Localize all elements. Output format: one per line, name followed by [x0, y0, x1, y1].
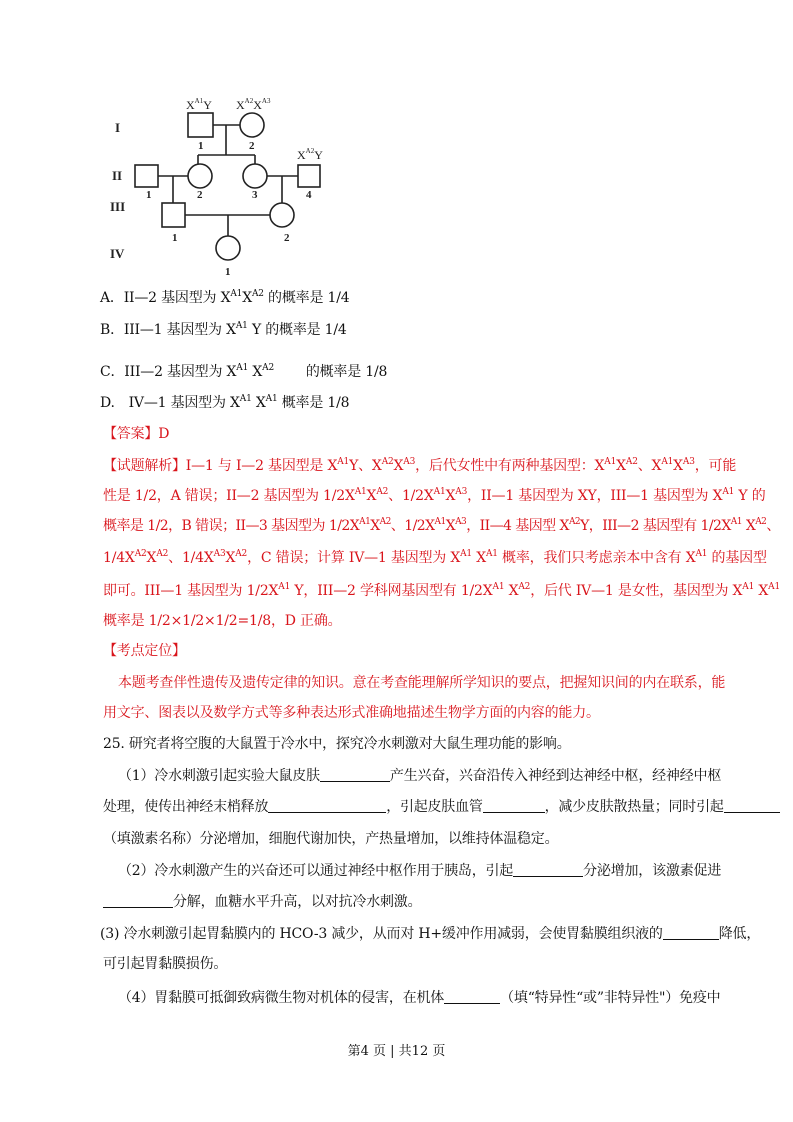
number-III-2: 2 [284, 232, 290, 244]
text-segment: X [471, 550, 486, 566]
number-I-2: 2 [249, 140, 255, 152]
text-segment: （填“特异性“或”非特异性"）免疫中 [500, 990, 721, 1006]
question-line [103, 735, 571, 753]
male-II-1 [135, 165, 158, 187]
text-segment: X [616, 458, 626, 474]
text-segment: 分解，血糖水平升高，以对抗冷水刺激。 [173, 894, 422, 910]
individual-numbers [146, 140, 312, 278]
text-segment: (3) 冷水刺激引起胃黏膜内的 HCO-3 减少，从而对 H+缓冲作用减弱，会使胃黏膜组织液的 [100, 926, 663, 942]
text-segment: 本题考查伴性遗传及遗传定律的知识。意在考查能理解所学知识的要点，把握知识间的内在联系，能 [118, 675, 726, 691]
text-segment: X [445, 488, 456, 504]
text-segment: X [504, 583, 519, 599]
text-segment: X [741, 518, 756, 534]
answer-blank [320, 767, 390, 782]
answer-blank [103, 893, 173, 908]
text-segment: 、X [637, 458, 662, 474]
allele-superscript: A2 [755, 517, 767, 527]
allele-superscript: A1 [492, 582, 505, 592]
text-segment: 【考点定位】 [103, 643, 186, 659]
allele-superscript: A3 [682, 457, 695, 467]
text-segment: 、1/2X [388, 488, 434, 504]
allele-superscript: A2 [235, 549, 248, 559]
allele-superscript: A2 [251, 289, 264, 299]
analysis-line [103, 612, 341, 630]
text-segment: Y 的概率是 1/4 [247, 322, 347, 338]
question-line [103, 955, 227, 973]
allele-superscript: A2 [134, 549, 147, 559]
female-III-2 [270, 203, 294, 227]
answer-blank [663, 925, 719, 940]
pedigree-chart [100, 85, 350, 285]
number-II-4: 4 [306, 189, 312, 201]
text-segment: Y、X [349, 458, 382, 474]
text-segment: X [146, 550, 157, 566]
question-line [103, 893, 421, 911]
gen-label-3: III [110, 199, 126, 214]
text-segment: X [673, 458, 683, 474]
text-segment: 用文字、图表以及数学方式等多种表达形式准确地描述生物学方面的内容的能力。 [103, 705, 600, 721]
answer-option [100, 289, 349, 307]
text-segment: ，II—1 基因型为 XY，III—1 基因型为 X [467, 488, 723, 504]
male-II-4 [298, 165, 320, 187]
allele-superscript: A1 [661, 457, 674, 467]
allele-superscript: A1 [604, 457, 617, 467]
text-segment: X [225, 550, 236, 566]
text-segment: 即可。III—1 基因型为 1/2X [103, 583, 279, 599]
number-IV-1: 1 [225, 266, 231, 278]
answer-blank [513, 862, 583, 877]
key-point-line [118, 674, 725, 692]
question-line [100, 925, 760, 943]
female-II-3 [243, 164, 267, 188]
text-segment: 分泌增加，该激素促进 [583, 863, 722, 879]
allele-superscript: A1 [278, 582, 291, 592]
text-segment: X [370, 518, 380, 534]
question-line [118, 767, 721, 785]
allele-superscript: A1 [354, 487, 367, 497]
generation-labels [110, 120, 125, 261]
text-segment: 的概率是 1/8 [273, 364, 388, 380]
text-segment: 性是 1/2，A 错误；II—2 基因型为 1/2X [103, 488, 355, 504]
answer-blank [268, 798, 386, 813]
answer-line [103, 425, 169, 443]
genotype-II-4: $X^{A2}Y$ [297, 147, 323, 162]
text-segment: A．II—2 基因型为 X [100, 290, 231, 306]
text-segment: 产生兴奋，兴奋沿传入神经到达神经中枢，经神经中枢 [389, 768, 722, 784]
answer-option [100, 321, 347, 339]
allele-superscript: A1 [433, 487, 446, 497]
analysis-line [103, 457, 736, 475]
text-segment: 【答案】D [103, 426, 170, 442]
text-segment: 的基因型 [707, 550, 767, 566]
allele-superscript: A1 [239, 394, 252, 404]
text-segment: Y，III—2 基因型有 1/2X [580, 518, 731, 534]
text-segment: 的概率是 1/4 [263, 290, 350, 306]
male-III-1 [162, 203, 185, 227]
answer-blank [724, 798, 780, 813]
answer-option [100, 363, 387, 381]
allele-superscript: A2 [625, 457, 638, 467]
allele-superscript: A1 [722, 487, 735, 497]
allele-superscript: A2 [518, 582, 531, 592]
allele-superscript: A1 [730, 517, 742, 527]
text-segment: （4）胃黏膜可抵御致病微生物对机体的侵害，在机体 [118, 990, 445, 1006]
number-I-1: 1 [198, 140, 204, 152]
analysis-line [103, 549, 767, 567]
text-segment: 、 [766, 518, 780, 534]
text-segment: 概率是 1/2，B 错误；II—3 基因型为 1/2X [103, 518, 360, 534]
text-segment: （1）冷水刺激引起实验大鼠皮肤 [118, 768, 320, 784]
text-segment: 概率是 1/8 [277, 395, 350, 411]
text-segment: 、1/4X [168, 550, 214, 566]
question-line [103, 798, 780, 816]
allele-superscript: A1 [434, 517, 446, 527]
allele-superscript: A2 [379, 517, 391, 527]
lines-I [198, 125, 255, 164]
gen-label-4: IV [110, 246, 125, 261]
male-I-1 [188, 113, 213, 137]
text-segment: 概率，我们只考虑亲本中含有 X [497, 550, 696, 566]
number-III-1: 1 [172, 232, 178, 244]
text-segment: ，可能 [694, 458, 737, 474]
allele-superscript: A3 [213, 549, 226, 559]
female-I-2 [240, 113, 264, 137]
text-segment: ，C 错误；计算 IV—1 基因型为 X [247, 550, 461, 566]
text-segment: ，后代 IV—1 是女性，基因型为 X [530, 583, 743, 599]
lines-III [185, 215, 270, 236]
question-line [103, 830, 558, 848]
number-II-2: 2 [197, 189, 203, 201]
text-segment: X [242, 290, 252, 306]
allele-superscript: A1 [235, 321, 248, 331]
allele-superscript: A2 [381, 457, 394, 467]
text-segment: X [248, 364, 263, 380]
page-footer: 第4 页 | 共12 页 [347, 1044, 446, 1059]
answer-option [100, 394, 349, 412]
allele-superscript: A1 [485, 549, 498, 559]
text-segment: D. IV—1 基因型为 X [100, 395, 240, 411]
text-segment: ，II—4 基因型 X [466, 518, 569, 534]
text-segment: X [393, 458, 404, 474]
text-segment: C．III—2 基因型为 X [100, 364, 237, 380]
text-segment: X [754, 583, 769, 599]
genotype-I-2: $X^{A2}X^{A3}$ [236, 97, 271, 112]
female-IV-1 [216, 236, 240, 260]
allele-superscript: A3 [403, 457, 416, 467]
allele-superscript: A2 [568, 517, 581, 527]
genotype-I-1: $X^{A1}Y$ [186, 97, 212, 112]
genotype-labels [186, 97, 323, 162]
text-segment: 处理，使传出神经末梢释放 [103, 799, 269, 815]
text-segment: 降低， [718, 926, 761, 942]
answer-blank [483, 798, 545, 813]
allele-superscript: A1 [359, 517, 371, 527]
key-point-line [103, 642, 186, 660]
female-II-2 [188, 164, 212, 188]
text-segment: 25. 研究者将空腹的大鼠置于冷水中，探究冷水刺激对大鼠生理功能的影响。 [103, 736, 571, 752]
allele-superscript: A1 [337, 457, 350, 467]
lines-II [158, 176, 298, 203]
text-segment: X [251, 395, 266, 411]
allele-superscript: A1 [230, 289, 243, 299]
text-segment: （2）冷水刺激产生的兴奋还可以通过神经中枢作用于胰岛，引起 [118, 863, 514, 879]
number-II-1: 1 [146, 189, 152, 201]
key-point-line [103, 704, 600, 722]
text-segment: 可引起胃黏膜损伤。 [103, 956, 228, 972]
text-segment: 1/4X [103, 550, 135, 566]
text-segment: ，后代女性中有两种基因型：X [415, 458, 605, 474]
allele-superscript: A1 [236, 363, 249, 373]
text-segment: ，引起皮肤血管 [386, 799, 483, 815]
allele-superscript: A1 [768, 582, 780, 592]
analysis-line [103, 487, 766, 505]
allele-superscript: A3 [455, 487, 468, 497]
text-segment: （填激素名称）分泌增加，细胞代谢加快，产热量增加，以维持体温稳定。 [103, 831, 559, 847]
allele-superscript: A3 [455, 517, 467, 527]
text-segment: Y，III—2 学科网基因型有 1/2X [290, 583, 493, 599]
number-II-3: 3 [252, 189, 258, 201]
text-segment: 【试题解析】I—1 与 I—2 基因型是 X [103, 458, 338, 474]
analysis-line [103, 517, 780, 535]
allele-superscript: A2 [262, 363, 274, 373]
text-segment: 概率是 1/2×1/2×1/2=1/8，D 正确。 [103, 613, 342, 629]
gen-label-1: I [115, 120, 121, 135]
allele-superscript: A1 [695, 549, 708, 559]
gen-label-2: II [112, 168, 123, 183]
allele-superscript: A1 [742, 582, 755, 592]
allele-superscript: A2 [376, 487, 389, 497]
answer-blank [444, 989, 500, 1004]
text-segment: ，减少皮肤散热量；同时引起 [544, 799, 724, 815]
allele-superscript: A2 [156, 549, 169, 559]
allele-superscript: A1 [460, 549, 472, 559]
text-segment: Y 的 [734, 488, 766, 504]
text-segment: X [445, 518, 456, 534]
allele-superscript: A1 [265, 394, 278, 404]
text-segment: B．III—1 基因型为 X [100, 322, 236, 338]
text-segment: X [366, 488, 377, 504]
analysis-line [103, 582, 780, 600]
text-segment: 、1/2X [390, 518, 435, 534]
question-line [118, 989, 720, 1007]
question-line [118, 862, 721, 880]
